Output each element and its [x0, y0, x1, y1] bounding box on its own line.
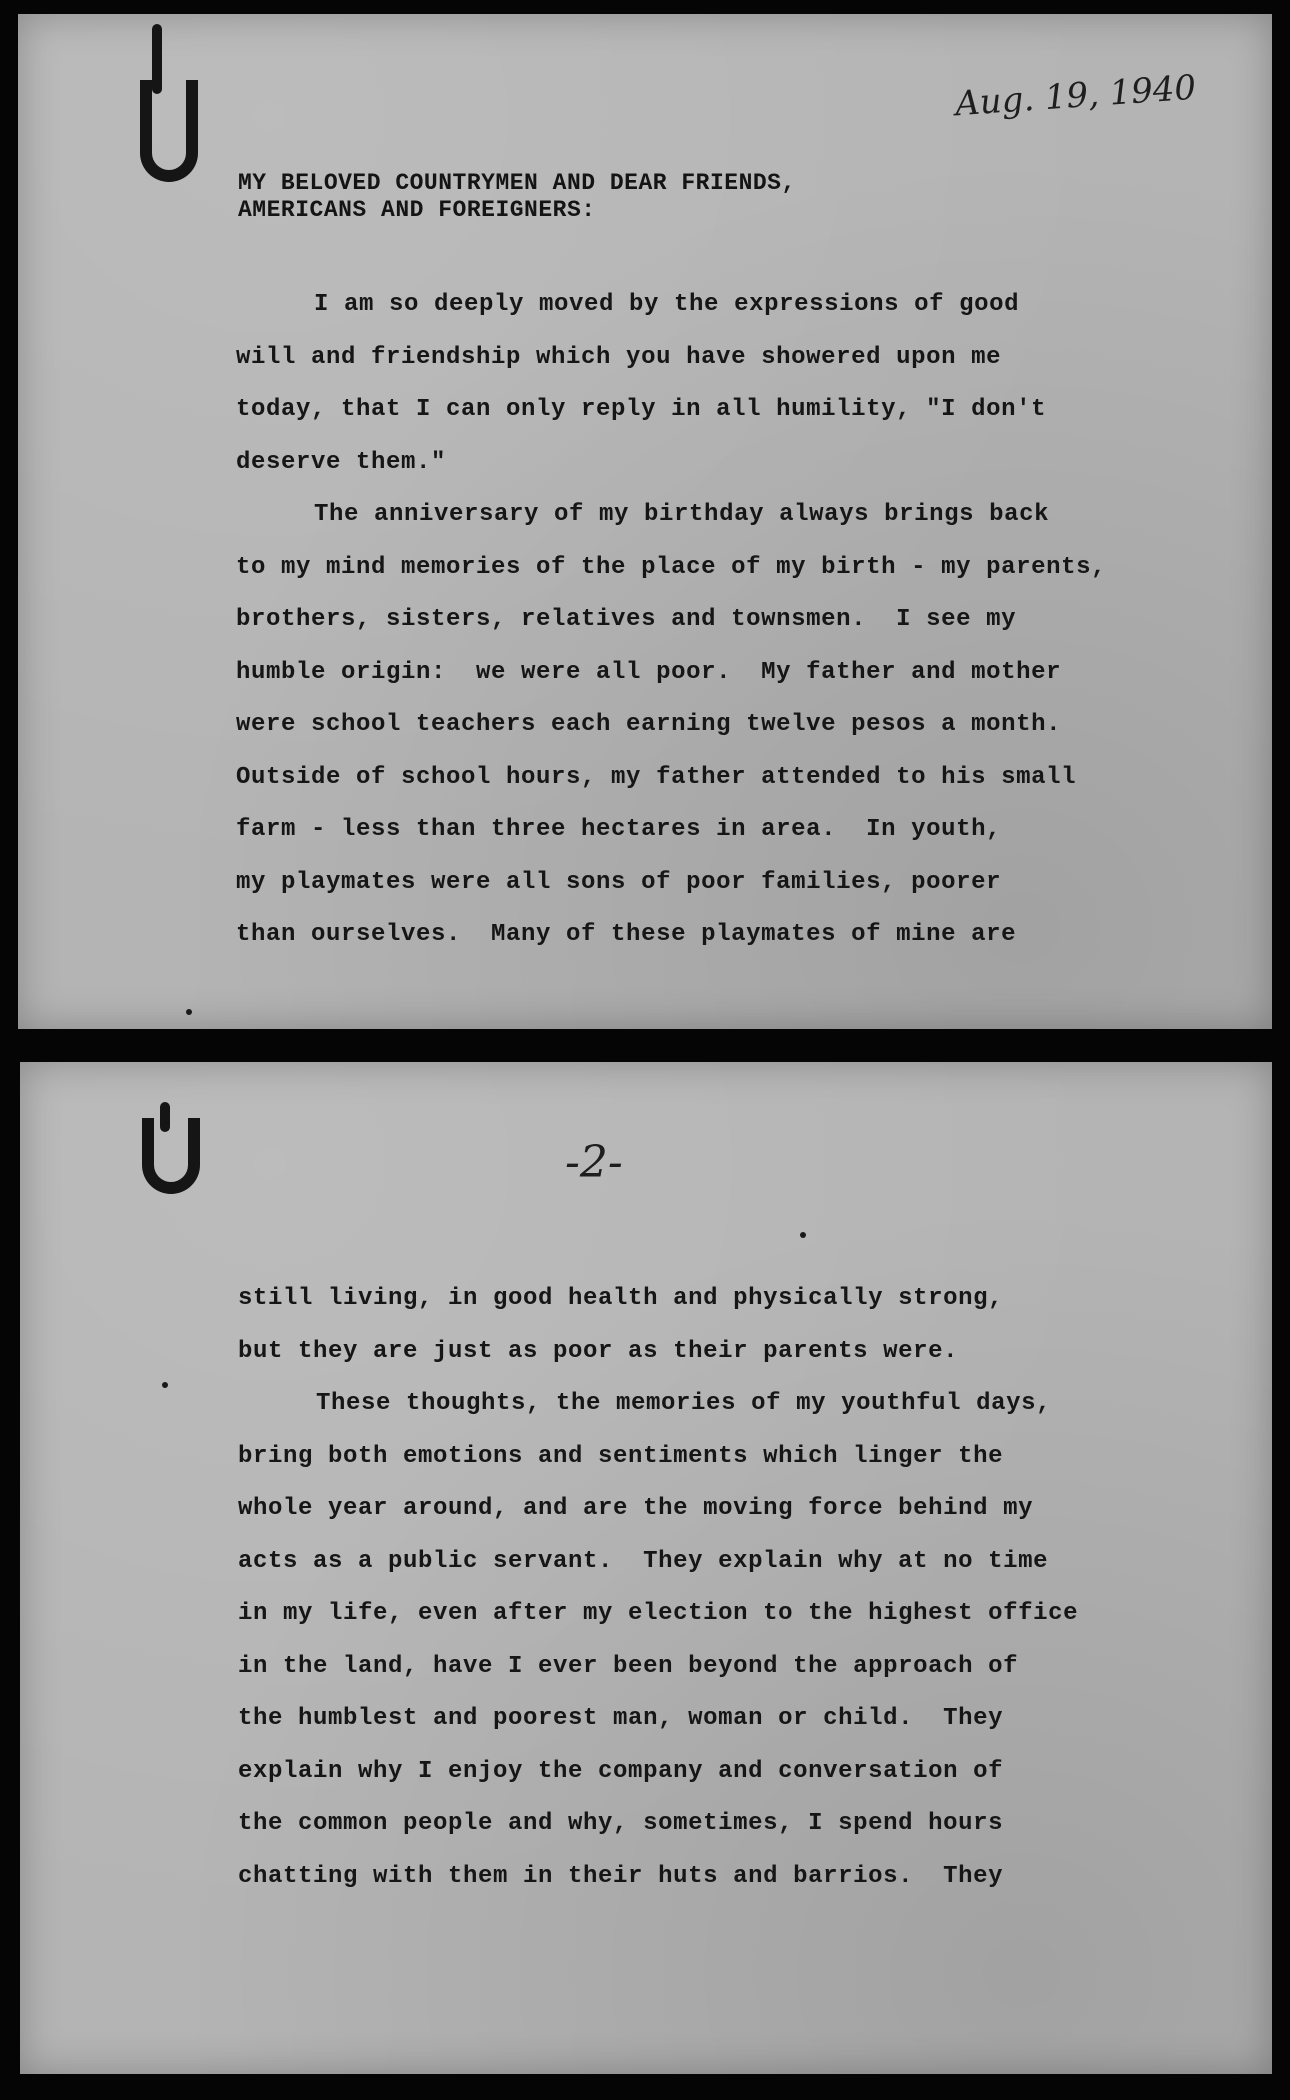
page-2-body — [238, 1273, 1078, 1903]
salutation — [238, 170, 796, 224]
text-line: still living, in good health and physically strong, — [238, 1285, 1004, 1312]
text-line: were school teachers each earning twelve pesos a month. — [236, 711, 1062, 738]
ink-speck — [162, 1382, 168, 1388]
text-line: bring both emotions and sentiments which linger the — [238, 1442, 1004, 1470]
text-line: my playmates were all sons of poor families, poorer — [236, 868, 1002, 896]
text-line: whole year around, and are the moving force behind my — [238, 1495, 1034, 1522]
text-line: Outside of school hours, my father attended to his small — [236, 763, 1077, 791]
salutation-line: AMERICANS AND FOREIGNERS: — [238, 197, 596, 223]
text-line: than ourselves. Many of these playmates of mine are — [236, 921, 1017, 948]
paper-clip-icon — [140, 80, 198, 182]
ink-speck — [800, 1232, 806, 1238]
text-line: today, that I can only reply in all humility, "I don't — [236, 396, 1047, 423]
text-line: farm - less than three hectares in area. In youth, — [236, 816, 1002, 843]
text-line: explain why I enjoy the company and conversation of — [238, 1757, 1004, 1785]
text-line: to my mind memories of the place of my birth - my parents, — [236, 553, 1107, 581]
text-line: I am so deeply moved by the expressions of good — [314, 291, 1020, 318]
text-line: in my life, even after my election to the highest office — [238, 1600, 1079, 1627]
text-line: chatting with them in their huts and barrios. They — [238, 1862, 1004, 1890]
text-line: brothers, sisters, relatives and townsmen. I see my — [236, 606, 1017, 633]
text-line: will and friendship which you have showered upon me — [236, 343, 1002, 371]
text-line: but they are just as poor as their parents were. — [238, 1337, 959, 1365]
text-line: the humblest and poorest man, woman or child. They — [238, 1705, 1004, 1732]
page-1-body — [236, 279, 1106, 962]
text-line: These thoughts, the memories of my youthful days, — [316, 1390, 1052, 1417]
paper-clip-icon — [142, 1118, 200, 1194]
text-line: The anniversary of my birthday always brings back — [314, 501, 1050, 528]
document-page-2 — [20, 1062, 1272, 2074]
handwritten-date: Aug. 19, 1940 — [953, 67, 1198, 125]
text-line: in the land, have I ever been beyond the approach of — [238, 1652, 1019, 1680]
ink-speck — [186, 1009, 192, 1015]
text-line: the common people and why, sometimes, I spend hours — [238, 1810, 1004, 1837]
text-line: acts as a public servant. They explain why at no time — [238, 1547, 1049, 1575]
salutation-line: MY BELOVED COUNTRYMEN AND DEAR FRIENDS, — [238, 170, 796, 196]
page-number: -2- — [565, 1137, 623, 1188]
text-line: deserve them." — [236, 448, 447, 476]
document-page-1 — [18, 14, 1272, 1029]
text-line: humble origin: we were all poor. My father and mother — [236, 658, 1062, 686]
